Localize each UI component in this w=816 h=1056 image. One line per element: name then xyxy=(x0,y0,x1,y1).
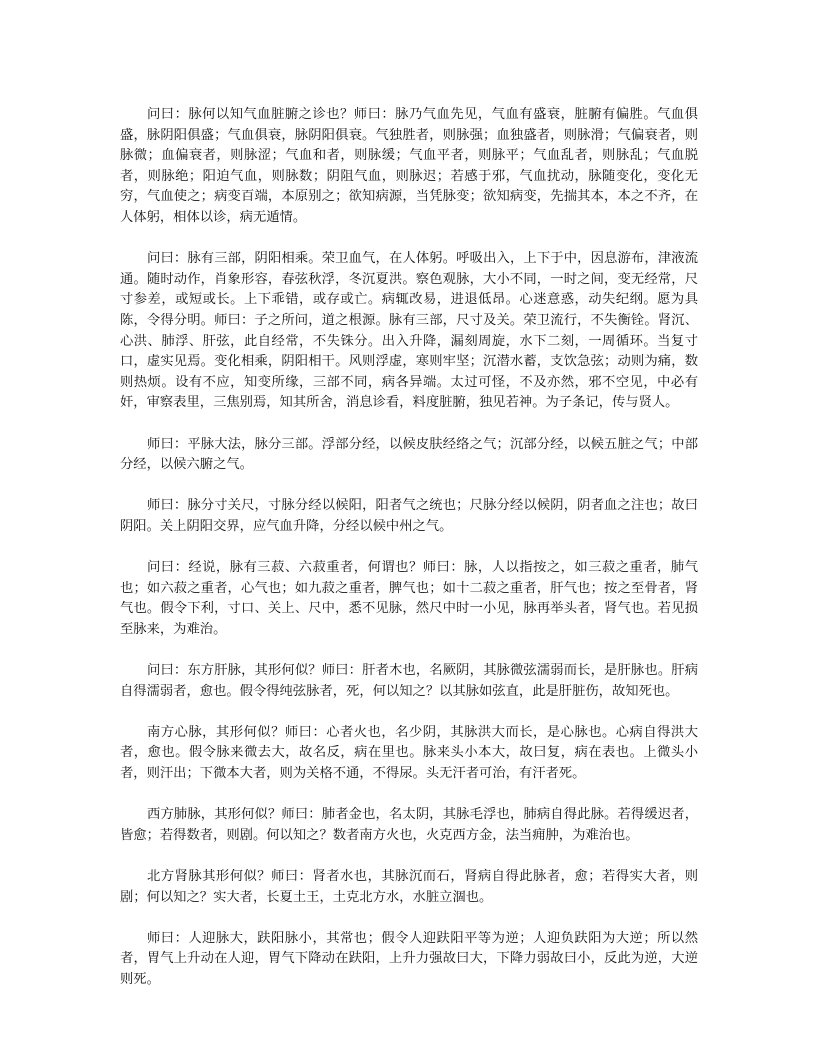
paragraph-south-heart-pulse: 南方心脉，其形何似？师曰：心者火也，名少阴，其脉洪大而长，是心脉也。心病自得洪大者，愈也。假令脉来微去大，故名反，病在里也。脉来头小本大，故曰复，病在表也。上微头小者，则汗出；下微本大者，则为关格不通，不得尿。头无汗者可治，有汗者死。 xyxy=(120,724,698,781)
paragraph-cun-guan-chi: 师曰：脉分寸关尺，寸脉分经以候阳，阳者气之统也；尺脉分经以候阴，阴者血之注也；故曰阴阳。关上阴阳交界，应气血升降，分经以候中州之气。 xyxy=(120,498,698,534)
paragraph-qi-blood-diagnosis: 问曰：脉何以知气血脏腑之诊也？师曰：脉乃气血先见，气血有盛衰，脏腑有偏胜。气血俱盛，脉阴阳俱盛；气血俱衰，脉阴阳俱衰。气独胜者，则脉强；血独盛者，则脉滑；气偏衰者，则脉微；血偏衰者，则脉涩；气血和者，则脉缓；气血平者，则脉平；气血乱者，则脉乱；气血脱者，则脉绝；阳迫气血，则脉数；阴阻气血，则脉迟；若感于邪，气血扰动，脉随变化，变化无穷，气血使之；病变百端，本原别之；欲知病源，当凭脉变；欲知病变，先揣其本，本之不齐，在人体躬，相体以诊，病无遁情。 xyxy=(120,107,698,225)
paragraph-renying-fuyang: 师曰：人迎脉大，趺阳脉小，其常也；假令人迎趺阳平等为逆；人迎负趺阳为大逆；所以然者，胃气上升动在人迎，胃气下降动在趺阳，上升力强故曰大，下降力弱故曰小，反此为逆，大逆则死。 xyxy=(120,930,698,987)
paragraph-east-liver-pulse: 问曰：东方肝脉，其形何似？师曰：肝者木也，名厥阴，其脉微弦濡弱而长，是肝脉也。肝病自得濡弱者，愈也。假令得纯弦脉者，死，何以知之？以其脉如弦直，此是肝脏伤，故知死也。 xyxy=(120,663,698,699)
paragraph-west-lung-pulse: 西方肺脉，其形何似？师曰：肺者金也，名太阴，其脉毛浮也，肺病自得此脉。若得缓迟者，皆愈；若得数者，则剧。何以知之？数者南方火也，火克西方金，法当痈肿，为难治也。 xyxy=(120,807,698,843)
paragraph-north-kidney-pulse: 北方肾脉其形何似？师曰：肾者水也，其脉沉而石，肾病自得此脉者，愈；若得实大者，则剧；何以知之？实大者，长夏土王，土克北方水，水脏立涸也。 xyxy=(120,868,698,905)
paragraph-bean-weight: 问曰：经说，脉有三菽、六菽重者，何谓也？师曰：脉，人以指按之，如三菽之重者，肺气也；如六菽之重者，心气也；如九菽之重者，脾气也；如十二菽之重者，肝气也；按之至骨者，肾气也。假令下利，寸口、关上、尺中，悉不见脉，然尺中时一小见，脉再举头者，肾气也。若见损至脉来，为难治。 xyxy=(120,560,698,637)
paragraph-three-pulse-sections: 问曰：脉有三部，阴阳相乘。荣卫血气，在人体躬。呼吸出入，上下于中，因息游布，津液流通。随时动作，肖象形容，春弦秋浮，冬沉夏洪。察色观脉，大小不同，一时之间，变无经常，尺寸参差，或短或长。上下乖错，或存或亡。病辄改易，进退低昂。心迷意惑，动失纪纲。愿为具陈，令得分明。师曰：子之所问，道之根源。脉有三部，尺寸及关。荣卫流行，不失衡铨。肾沉、心洪、肺浮、肝弦，此自经常，不失铢分。出入升降，漏刻周旋，水下二刻，一周循环。当复寸口，虚实见焉。变化相乘，阴阳相干。风则浮虚，寒则牢坚；沉潜水蓄，支饮急弦；动则为痛，数则热烦。设有不应，知变所缘，三部不同，病各异端。太过可怪，不及亦然，邪不空见，中必有奸，审察表里，三焦别焉，知其所舍，消息诊看，料度脏腑，独见若神。为子条记，传与贤人。 xyxy=(120,251,698,411)
document-body xyxy=(120,105,698,1011)
paragraph-pulse-method: 师曰：平脉大法，脉分三部。浮部分经，以候皮肤经络之气；沉部分经，以候五脏之气；中部分经，以候六腑之气。 xyxy=(120,436,698,473)
